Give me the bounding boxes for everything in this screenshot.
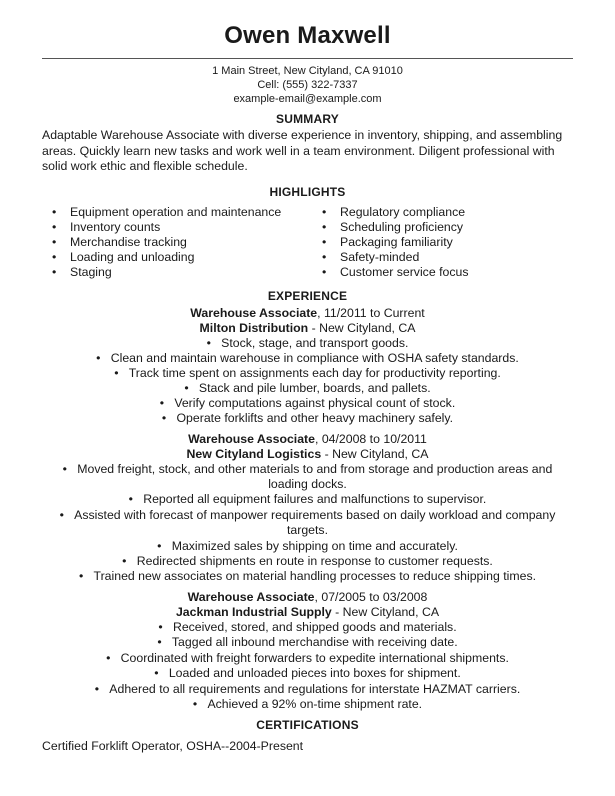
bullet-icon: • (161, 411, 167, 425)
job-bullet-continuation: targets. (286, 523, 328, 537)
bullet-icon: • (128, 492, 133, 506)
company-location: - New Cityland, CA (308, 321, 416, 335)
bullet-icon: • (78, 569, 84, 583)
bullet-icon: • (52, 265, 57, 279)
candidate-name: Owen Maxwell (224, 22, 391, 49)
company-line (0, 447, 615, 462)
company-name: Jackman Industrial Supply (175, 605, 332, 619)
job-bullet: • Stock, stage, and transport goods. (206, 336, 409, 350)
header-divider (42, 58, 573, 59)
bullet-icon: • (59, 508, 64, 522)
job-bullet: • Adhered to all requirements and regulations for interstate HAZMAT carriers. (94, 682, 521, 696)
address: 1 Main Street, New Cityland, CA 91010 (212, 65, 403, 77)
job-bullet: • Redirected shipments en route in response to customer requests. (122, 554, 493, 568)
job-title: Warehouse Associate (190, 306, 318, 320)
bullet-icon: • (154, 666, 159, 680)
certifications-heading: CERTIFICATIONS (256, 718, 359, 732)
bullet-icon: • (184, 381, 189, 395)
phone: Cell: (555) 322-7337 (257, 79, 358, 91)
highlights-heading: HIGHLIGHTS (269, 185, 346, 199)
bullet-icon: • (322, 250, 327, 264)
job-title-line (0, 432, 615, 447)
job-dates: , 11/2011 to Current (317, 306, 425, 320)
certification-item: Certified Forklift Operator, OSHA--2004-Present (42, 739, 304, 753)
job-bullet: • Coordinated with freight forwarders to expedite international shipments. (106, 651, 509, 665)
job-title-line (0, 306, 615, 321)
company-line (0, 321, 615, 336)
bullet-icon: • (122, 554, 127, 568)
company-location: - New Cityland, CA (331, 605, 440, 619)
bullet-icon: • (52, 235, 57, 249)
job-bullet: • Stack and pile lumber, boards, and pallets. (184, 381, 431, 395)
bullet-icon: • (52, 220, 57, 234)
job-title: Warehouse Associate (187, 590, 315, 604)
bullet-icon: • (96, 351, 101, 365)
job-bullet: • Operate forklifts and other heavy machinery safely. (161, 411, 454, 425)
summary-heading: SUMMARY (276, 112, 339, 126)
job-bullet: • Tagged all inbound merchandise with receiving date. (157, 635, 458, 649)
job-bullet: • Moved freight, stock, and other materials to and from storage and production areas and (62, 462, 553, 476)
job-dates: , 07/2005 to 03/2008 (314, 590, 428, 604)
bullet-icon: • (52, 250, 57, 264)
job-bullet: • Assisted with forecast of manpower requirements based on daily workload and company (59, 508, 556, 522)
resume-page: Owen Maxwell 1 Main Street, New Cityland, CA 91010 Cell: (555) 322-7337 example-email@example.com SUMMARY Adaptable Warehouse Associate with diverse experience in inventory, shipping, and assembling areas. Quickly learn new tasks and work well in a team environment. Diligent professional with solid work ethic and flexible schedule. HIGHLIGHTS • Equipment operation and maintenance • Inventory counts • Merchandise tracking • Loading and unloading • Staging • Regulatory compliance • Scheduling proficiency • Packaging familiarity • Safety-minded • Customer service focus EXPERIENCE Warehouse Associate, 11/2011 to Current Milton Distribution - New Cityland, CA • Stock, stage, and transport goods. • Clean and maintain warehouse in compliance with OSHA safety standards. • Track time spent on assignments each day for productivity reporting. • Stack and pile lumber, boards, and pallets. • Verify computations against physical count of stock. • Operate forklifts and other heavy machinery safely. Warehouse Associate, 04/2008 to 10/2011 New Cityland Logistics - New Cityland, CA • Moved freight, stock, and other materials to and from storage and production areas and loading docks. • Reported all equipment failures and malfunctions to supervisor. • Assisted with forecast of manpower requirements based on daily workload and company targets. • Maximized sales by shipping on time and accurately. • Redirected shipments en route in response to customer requests. • Trained new associates on material handling processes to reduce shipping times. Warehouse Associate, 07/2005 to 03/2008 Jackman Industrial Supply - New Cityland, CA • Received, stored, and shipped goods and materials. • Tagged all inbound merchandise with receiving date. • Coordinated with freight forwarders to expedite international shipments. • Loaded and unloaded pieces into boxes for shipment. • Adhered to all requirements and regulations for interstate HAZMAT carriers. • Achieved a 92% on-time shipment rate. CERTIFICATIONS Certified Forklift Operator, OSHA--2004-Present (0, 0, 615, 796)
summary-line: solid work ethic and flexible schedule. (42, 159, 248, 173)
job-title: Warehouse Associate (188, 432, 315, 446)
bullet-icon: • (114, 366, 119, 380)
company-name: Milton Distribution (199, 321, 309, 335)
bullet-icon: • (322, 235, 327, 249)
bullet-icon: • (206, 336, 211, 350)
experience-heading: EXPERIENCE (267, 289, 348, 303)
job-bullet: • Verify computations against physical count of stock. (159, 396, 456, 410)
bullet-icon: • (157, 635, 162, 649)
bullet-icon: • (62, 462, 67, 476)
job-bullet: • Track time spent on assignments each day for productivity reporting. (114, 366, 501, 380)
company-line (0, 605, 615, 620)
bullet-icon: • (94, 682, 100, 696)
job-dates: , 04/2008 to 10/2011 (314, 432, 427, 446)
job-bullet: • Received, stored, and shipped goods and materials. (158, 620, 457, 634)
summary-text (42, 128, 582, 175)
job-bullet-continuation: loading docks. (268, 477, 347, 491)
bullet-icon: • (322, 220, 327, 234)
bullet-icon: • (159, 396, 165, 410)
bullet-icon: • (322, 205, 327, 219)
bullet-icon: • (322, 265, 327, 279)
job-bullet: • Trained new associates on material handling processes to reduce shipping times. (78, 569, 537, 583)
bullet-icon: • (157, 539, 162, 553)
company-location: - New Cityland, CA (321, 447, 429, 461)
email: example-email@example.com (233, 93, 382, 105)
job-bullet: • Reported all equipment failures and malfunctions to supervisor. (128, 492, 487, 506)
bullet-icon: • (106, 651, 111, 665)
company-name: New Cityland Logistics (186, 447, 322, 461)
bullet-icon: • (158, 620, 163, 634)
job-bullet: • Clean and maintain warehouse in compliance with OSHA safety standards. (96, 351, 519, 365)
bullet-icon: • (52, 205, 57, 219)
job-bullet: • Maximized sales by shipping on time and accurately. (157, 539, 458, 553)
job-bullet: • Achieved a 92% on-time shipment rate. (192, 697, 423, 711)
job-bullet: • Loaded and unloaded pieces into boxes for shipment. (154, 666, 461, 680)
summary-line: areas. Quickly learn new tasks and work well in a team environment. Diligent professional with (42, 143, 555, 158)
job-title-line (0, 590, 615, 605)
bullet-icon: • (192, 697, 198, 711)
summary-line: Adaptable Warehouse Associate with diverse experience in inventory, shipping, and assembling (42, 128, 563, 142)
